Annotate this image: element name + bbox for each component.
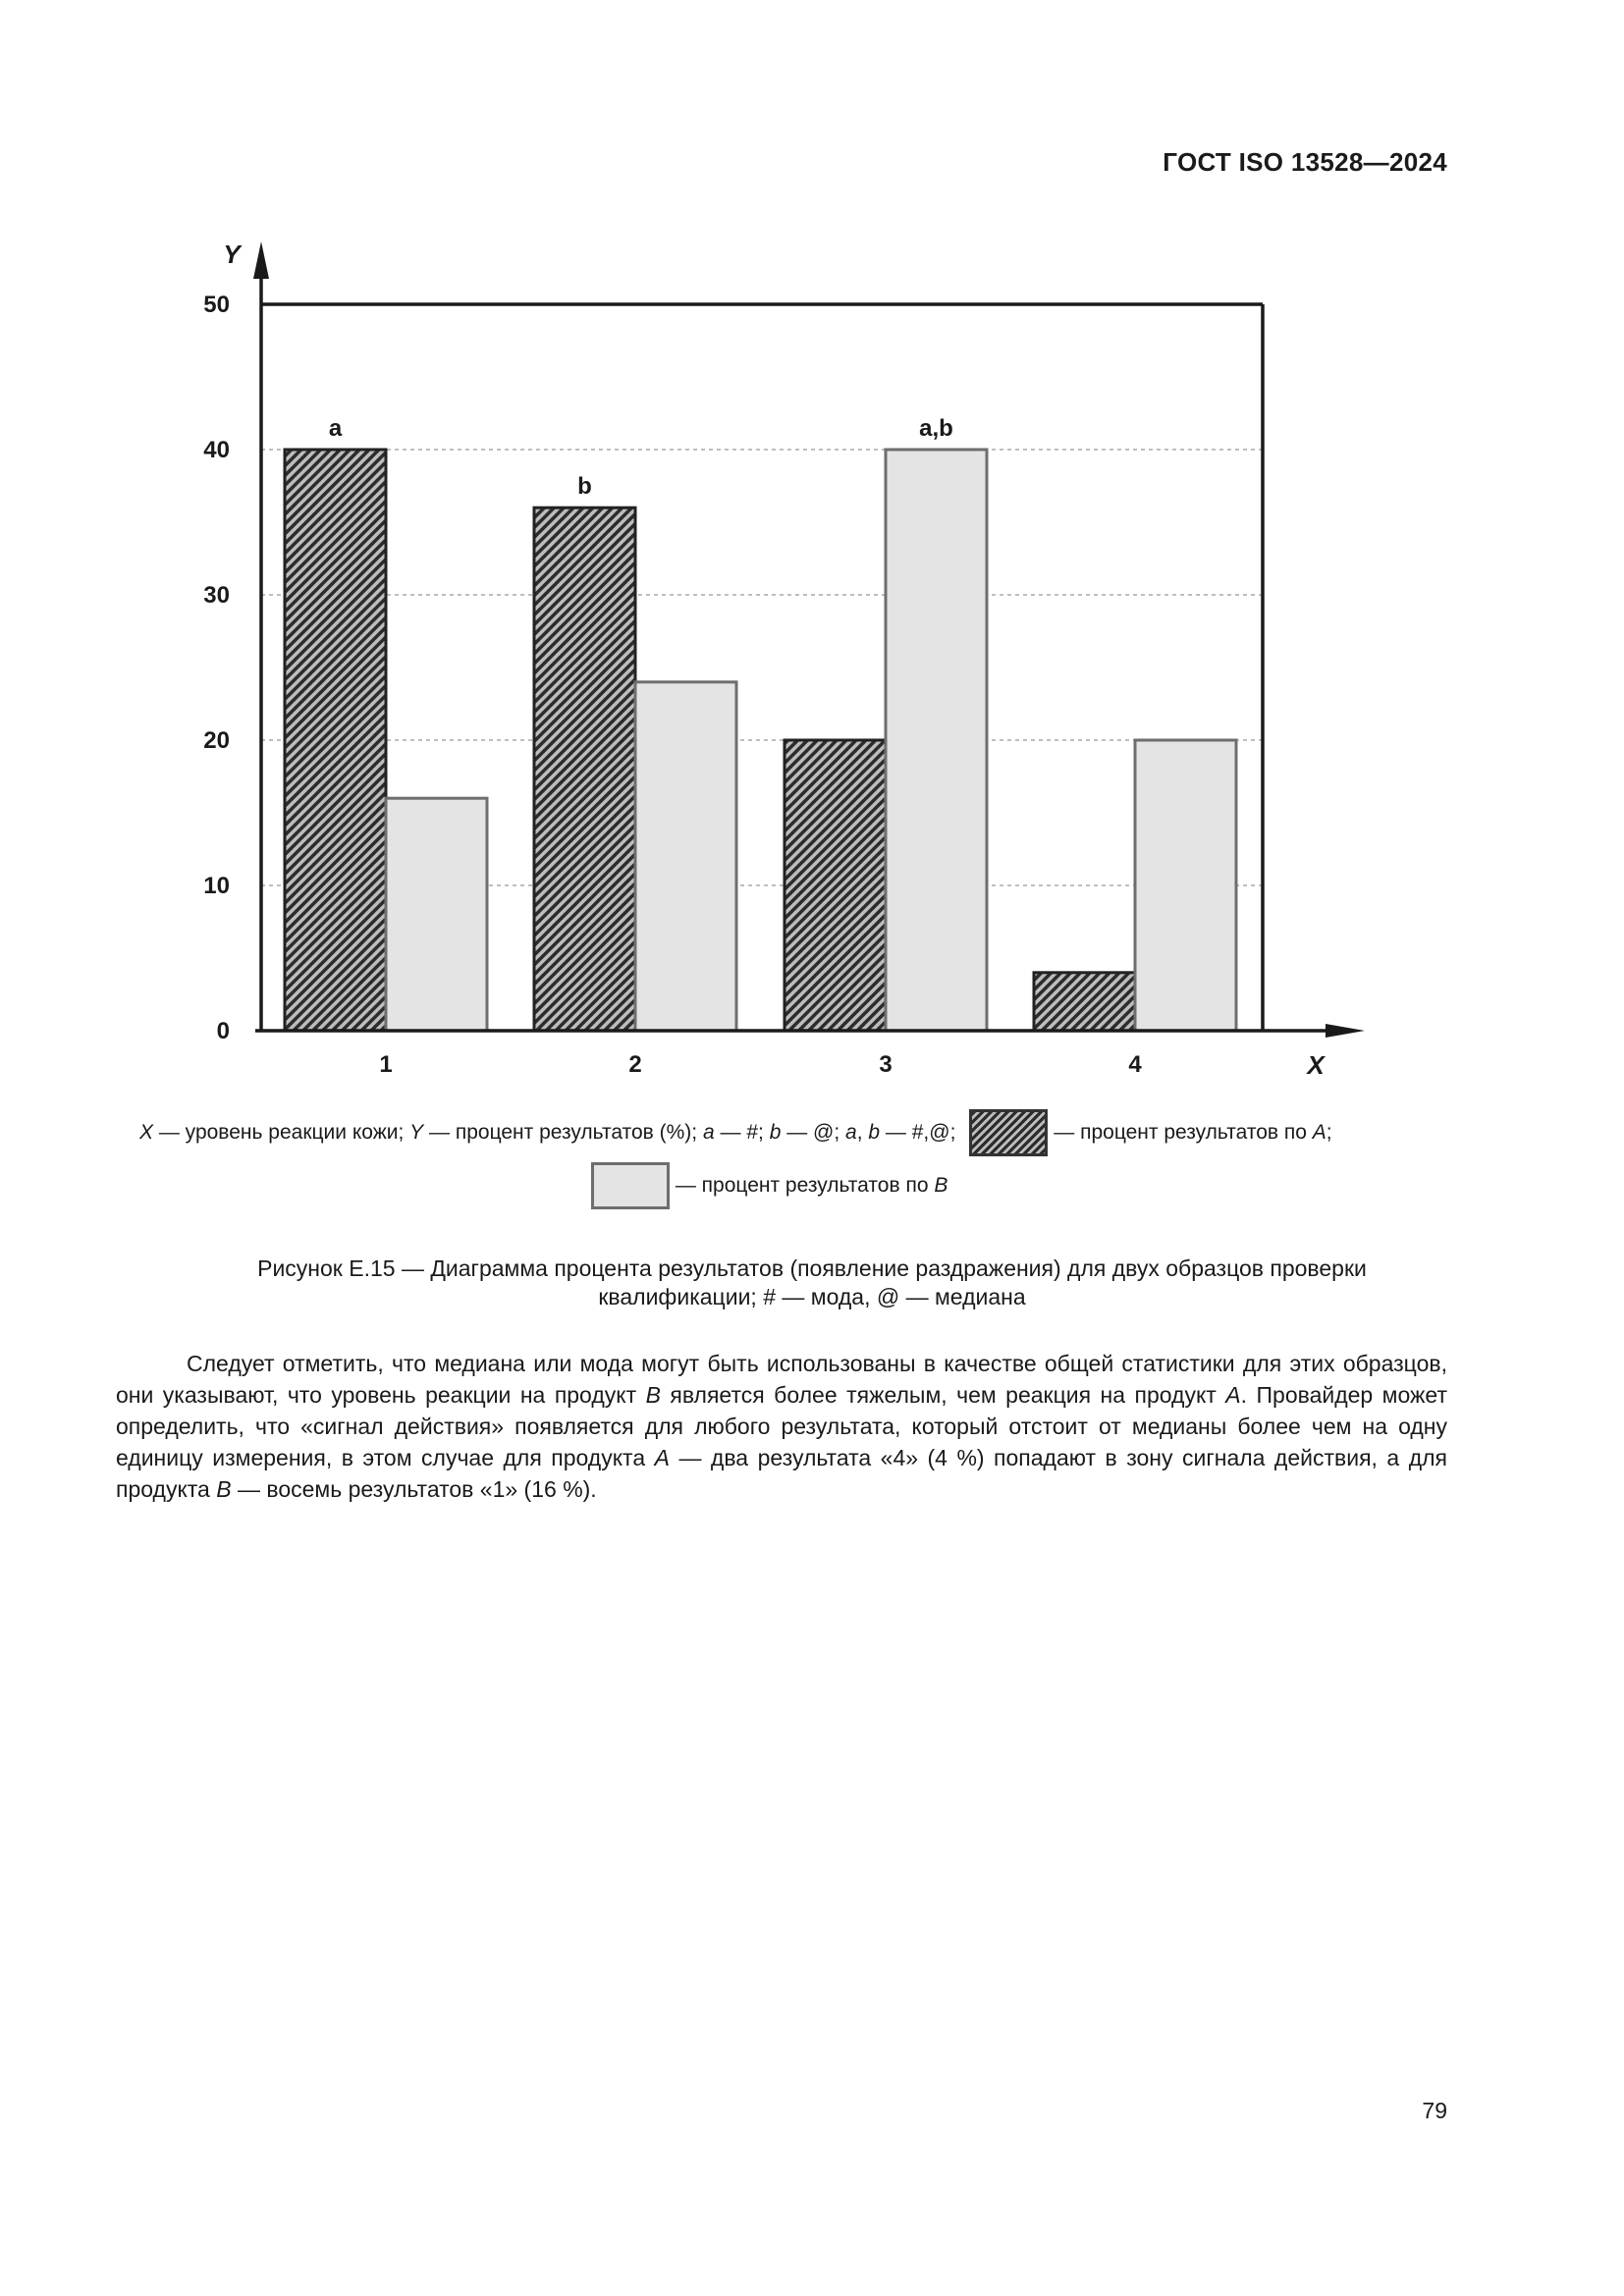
- legend-swatch-a: [969, 1109, 1048, 1156]
- legend-x-desc: — уровень реакции кожи;: [153, 1121, 410, 1144]
- y-tick-label-50: 50: [203, 292, 230, 318]
- legend-line-1: [139, 1109, 1332, 1156]
- bar-a-1: [285, 450, 386, 1031]
- legend-ab-desc: — #,@;: [880, 1121, 956, 1144]
- legend-line-2: [591, 1162, 947, 1209]
- legend-series-b-text: — процент результатов по: [670, 1174, 935, 1197]
- bar-b-3: [886, 450, 987, 1031]
- body-paragraph: Следует отметить, что медиана или мода могут быть использованы в качестве общей статистики для этих образцов, они указывают, что уровень реакции на продукт B является более тяжелым, чем реакция на продукт A. Провайдер может определить, что «сигнал действия» появляется для любого результата, который отстоит от медианы более чем на одну единицу измерения, в этом случае для продукта A — два результата «4» (4 %) попадают в зону сигнала действия, а для продукта B — восемь результатов «1» (16 %).: [116, 1351, 1447, 1502]
- bar-chart: [0, 0, 1624, 1099]
- bar-b-4: [1135, 740, 1236, 1031]
- bar-annotation-3: a,b: [919, 415, 953, 442]
- bar-a-2: [534, 507, 635, 1031]
- y-tick-label-20: 20: [203, 727, 230, 754]
- legend-ab-a: a: [845, 1121, 857, 1144]
- y-axis-label: Y: [223, 240, 241, 269]
- legend-b-var: b: [769, 1121, 782, 1144]
- x-axis-arrow: [1326, 1024, 1365, 1038]
- legend-ab-b: b: [868, 1121, 881, 1144]
- legend-a-var: a: [702, 1121, 715, 1144]
- x-tick-label-1: 1: [379, 1051, 393, 1078]
- legend-series-b-var: B: [934, 1174, 948, 1197]
- legend-series-a-end: ;: [1326, 1121, 1332, 1144]
- legend-a-desc: — #;: [714, 1121, 770, 1144]
- bar-a-3: [785, 740, 886, 1031]
- y-tick-label-10: 10: [203, 873, 230, 899]
- legend-swatch-b: [591, 1162, 670, 1209]
- y-tick-label-40: 40: [203, 437, 230, 463]
- bar-b-1: [386, 798, 487, 1031]
- legend-y-var: Y: [409, 1121, 424, 1144]
- x-axis-label: X: [1307, 1050, 1325, 1080]
- legend-series-a-var: A: [1312, 1121, 1326, 1144]
- bar-a-4: [1034, 973, 1135, 1031]
- x-tick-label-2: 2: [628, 1051, 642, 1078]
- y-tick-label-30: 30: [203, 582, 230, 609]
- bar-b-2: [635, 682, 736, 1031]
- y-tick-label-0: 0: [216, 1018, 230, 1044]
- bar-annotation-1: a: [328, 415, 343, 442]
- legend-x-var: X: [139, 1121, 154, 1144]
- legend-ab-sep: ,: [856, 1121, 869, 1144]
- caption-line-2: квалификации; # — мода, @ — медиана: [598, 1284, 1026, 1309]
- standard-code: ГОСТ ISO 13528—2024: [1163, 147, 1447, 177]
- legend-series-a-text: — процент результатов по: [1048, 1121, 1313, 1144]
- page-number: 79: [1422, 2098, 1447, 2123]
- caption-line-1: Рисунок Е.15 — Диаграмма процента результатов (появление раздражения) для двух образцов проверки: [257, 1255, 1367, 1281]
- x-tick-label-4: 4: [1128, 1051, 1142, 1078]
- bar-annotation-2: b: [577, 473, 592, 501]
- y-axis-arrow: [253, 241, 269, 279]
- figure-caption: [157, 1255, 1467, 1311]
- legend-y-desc: — процент результатов (%);: [423, 1121, 703, 1144]
- x-tick-label-3: 3: [879, 1051, 893, 1078]
- legend-b-desc: — @;: [781, 1121, 846, 1144]
